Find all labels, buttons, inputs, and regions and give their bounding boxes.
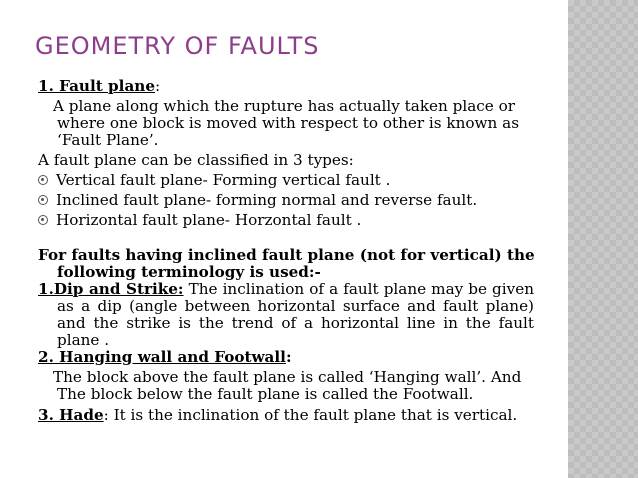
hade-line — [38, 407, 534, 424]
dip-strike-line-4: plane . — [57, 331, 110, 349]
fault-plane-definition-line-1: A plane along which the rupture has actually taken place or — [53, 97, 515, 115]
slide-title: GEOMETRY OF FAULTS — [35, 32, 320, 60]
fault-type-vertical — [38, 172, 534, 189]
hanging-wall-heading-colon: : — [285, 348, 292, 366]
terminology-line-2: following terminology is used:- — [57, 263, 321, 281]
fault-plane-classification: A fault plane can be classified in 3 types: — [38, 151, 354, 169]
bullet-icon — [38, 175, 48, 185]
fault-type-inclined — [38, 192, 534, 209]
fault-plane-definition-line-2: where one block is moved with respect to other is known as — [57, 114, 519, 132]
fault-plane-heading-line — [38, 78, 534, 95]
fault-plane-definition-line-3: ‘Fault Plane’. — [57, 131, 159, 149]
hanging-wall-line-2: The block below the fault plane is called the Footwall. — [57, 385, 474, 403]
fault-plane-heading-colon: : — [154, 77, 161, 95]
decorative-side-panel — [568, 0, 638, 478]
dip-strike-line-1 — [38, 281, 534, 298]
hade-text: : It is the inclination of the fault plane that is vertical. — [103, 406, 518, 424]
fault-type-label: Vertical fault plane- Forming vertical fault . — [56, 171, 391, 189]
dip-strike-heading: 1.Dip and Strike: — [38, 280, 184, 298]
dip-strike-text: The inclination of a fault plane may be given — [183, 280, 534, 298]
bullet-icon — [38, 215, 48, 225]
hade-heading: 3. Hade — [38, 406, 104, 424]
spacer — [38, 229, 534, 247]
fault-plane-heading: 1. Fault plane — [38, 77, 155, 95]
hanging-wall-line-1: The block above the fault plane is called ‘Hanging wall’. And — [53, 368, 522, 386]
fault-type-label: Horizontal fault plane- Horzontal fault . — [56, 211, 362, 229]
terminology-line-1: For faults having inclined fault plane (not for vertical) the — [38, 246, 535, 264]
bullet-icon — [38, 195, 48, 205]
fault-type-label: Inclined fault plane- forming normal and reverse fault. — [56, 191, 478, 209]
hanging-wall-heading-line — [38, 349, 534, 366]
dip-strike-line-3: and the strike is the trend of a horizontal line in the fault — [57, 314, 534, 332]
dip-strike-line-2: as a dip (angle between horizontal surface and fault plane) — [57, 297, 534, 315]
hanging-wall-heading: 2. Hanging wall and Footwall — [38, 348, 286, 366]
slide-content — [38, 78, 534, 424]
fault-type-horizontal — [38, 212, 534, 229]
